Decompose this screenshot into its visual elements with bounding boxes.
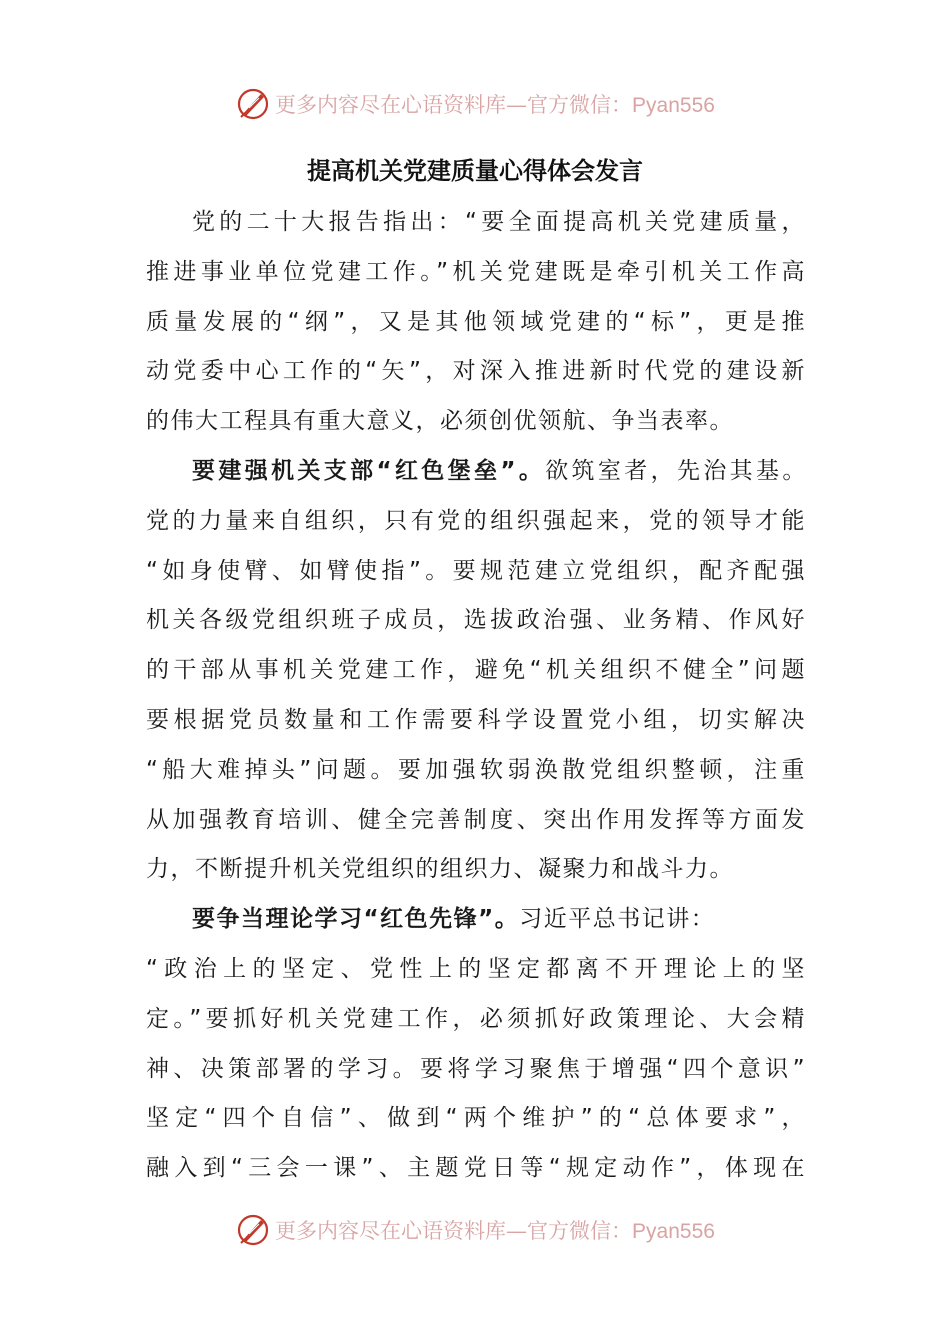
quill-pen-logo-icon [235, 86, 271, 122]
paragraph-line: 从加强教育培训、健全完善制度、突出作用发挥等方面发 [146, 806, 806, 833]
section-heading: 要建强机关支部“红色堡垒”。 [192, 457, 546, 484]
paragraph-line: 力，不断提升机关党组织的组织力、凝聚力和战斗力。 [146, 856, 734, 883]
header-banner-wechat-id: Pyan556 [632, 94, 715, 117]
section-heading: 要争当理论学习“红色先锋”。 [192, 906, 520, 933]
header-watermark-banner [0, 84, 950, 124]
paragraph-line: 机关各级党组织班子成员，选拔政治强、业务精、作风好 [146, 607, 806, 634]
quill-pen-logo-icon [235, 1212, 271, 1248]
footer-watermark-banner [0, 1210, 950, 1250]
paragraph-line: 党的二十大报告指出：“要全面提高机关党建质量， [192, 209, 806, 235]
paragraph-heading-line [146, 895, 806, 945]
paragraph-line: 的干部从事机关党建工作，避免“机关组织不健全”问题 [146, 657, 806, 684]
paragraph-line: 推进事业单位党建工作。”机关党建既是牵引机关工作高 [146, 258, 806, 285]
paragraph-line: 定。”要抓好机关党建工作，必须抓好政策理论、大会精 [146, 1005, 806, 1032]
paragraph-line: “如身使臂、如臂使指”。要规范建立党组织，配齐配强 [146, 557, 806, 584]
paragraph-heading-line [146, 447, 806, 497]
footer-banner-cn: 更多内容尽在心语资料库—官方微信： [275, 1219, 633, 1243]
paragraph-line: 动党委中心工作的“矢”，对深入推进新时代党的建设新 [146, 358, 806, 385]
paragraph-text: 欲筑室者，先治其基。 [545, 457, 806, 484]
paragraph-line: 神、决策部署的学习。要将学习聚焦于增强“四个意识” [146, 1055, 806, 1082]
document-body [146, 198, 806, 1194]
paragraph-line: 坚定“四个自信”、做到“两个维护”的“总体要求”， [146, 1105, 806, 1132]
header-banner-cn: 更多内容尽在心语资料库—官方微信： [275, 93, 633, 117]
footer-banner-wechat-id: Pyan556 [632, 1220, 715, 1243]
paragraph-line: 融入到“三会一课”、主题党日等“规定动作”，体现在 [146, 1155, 806, 1182]
paragraph-line: 要根据党员数量和工作需要科学设置党小组，切实解决 [146, 706, 806, 733]
header-banner-text [275, 89, 715, 119]
paragraph-line: 党的力量来自组织，只有党的组织强起来，党的领导才能 [146, 507, 806, 534]
paragraph-line: 的伟大工程具有重大意义，必须创优领航、争当表率。 [146, 408, 734, 435]
paragraph-line: “政治上的坚定、党性上的坚定都离不开理论上的坚 [146, 955, 806, 982]
document-title: 提高机关党建质量心得体会发言 [307, 157, 643, 185]
footer-banner-text [275, 1215, 715, 1245]
paragraph-line: 质量发展的“纲”，又是其他领域党建的“标”，更是推 [146, 308, 806, 335]
paragraph-text: 习近平总书记讲： [519, 906, 716, 933]
paragraph-line: “船大难掉头”问题。要加强软弱涣散党组织整顿，注重 [146, 756, 806, 783]
